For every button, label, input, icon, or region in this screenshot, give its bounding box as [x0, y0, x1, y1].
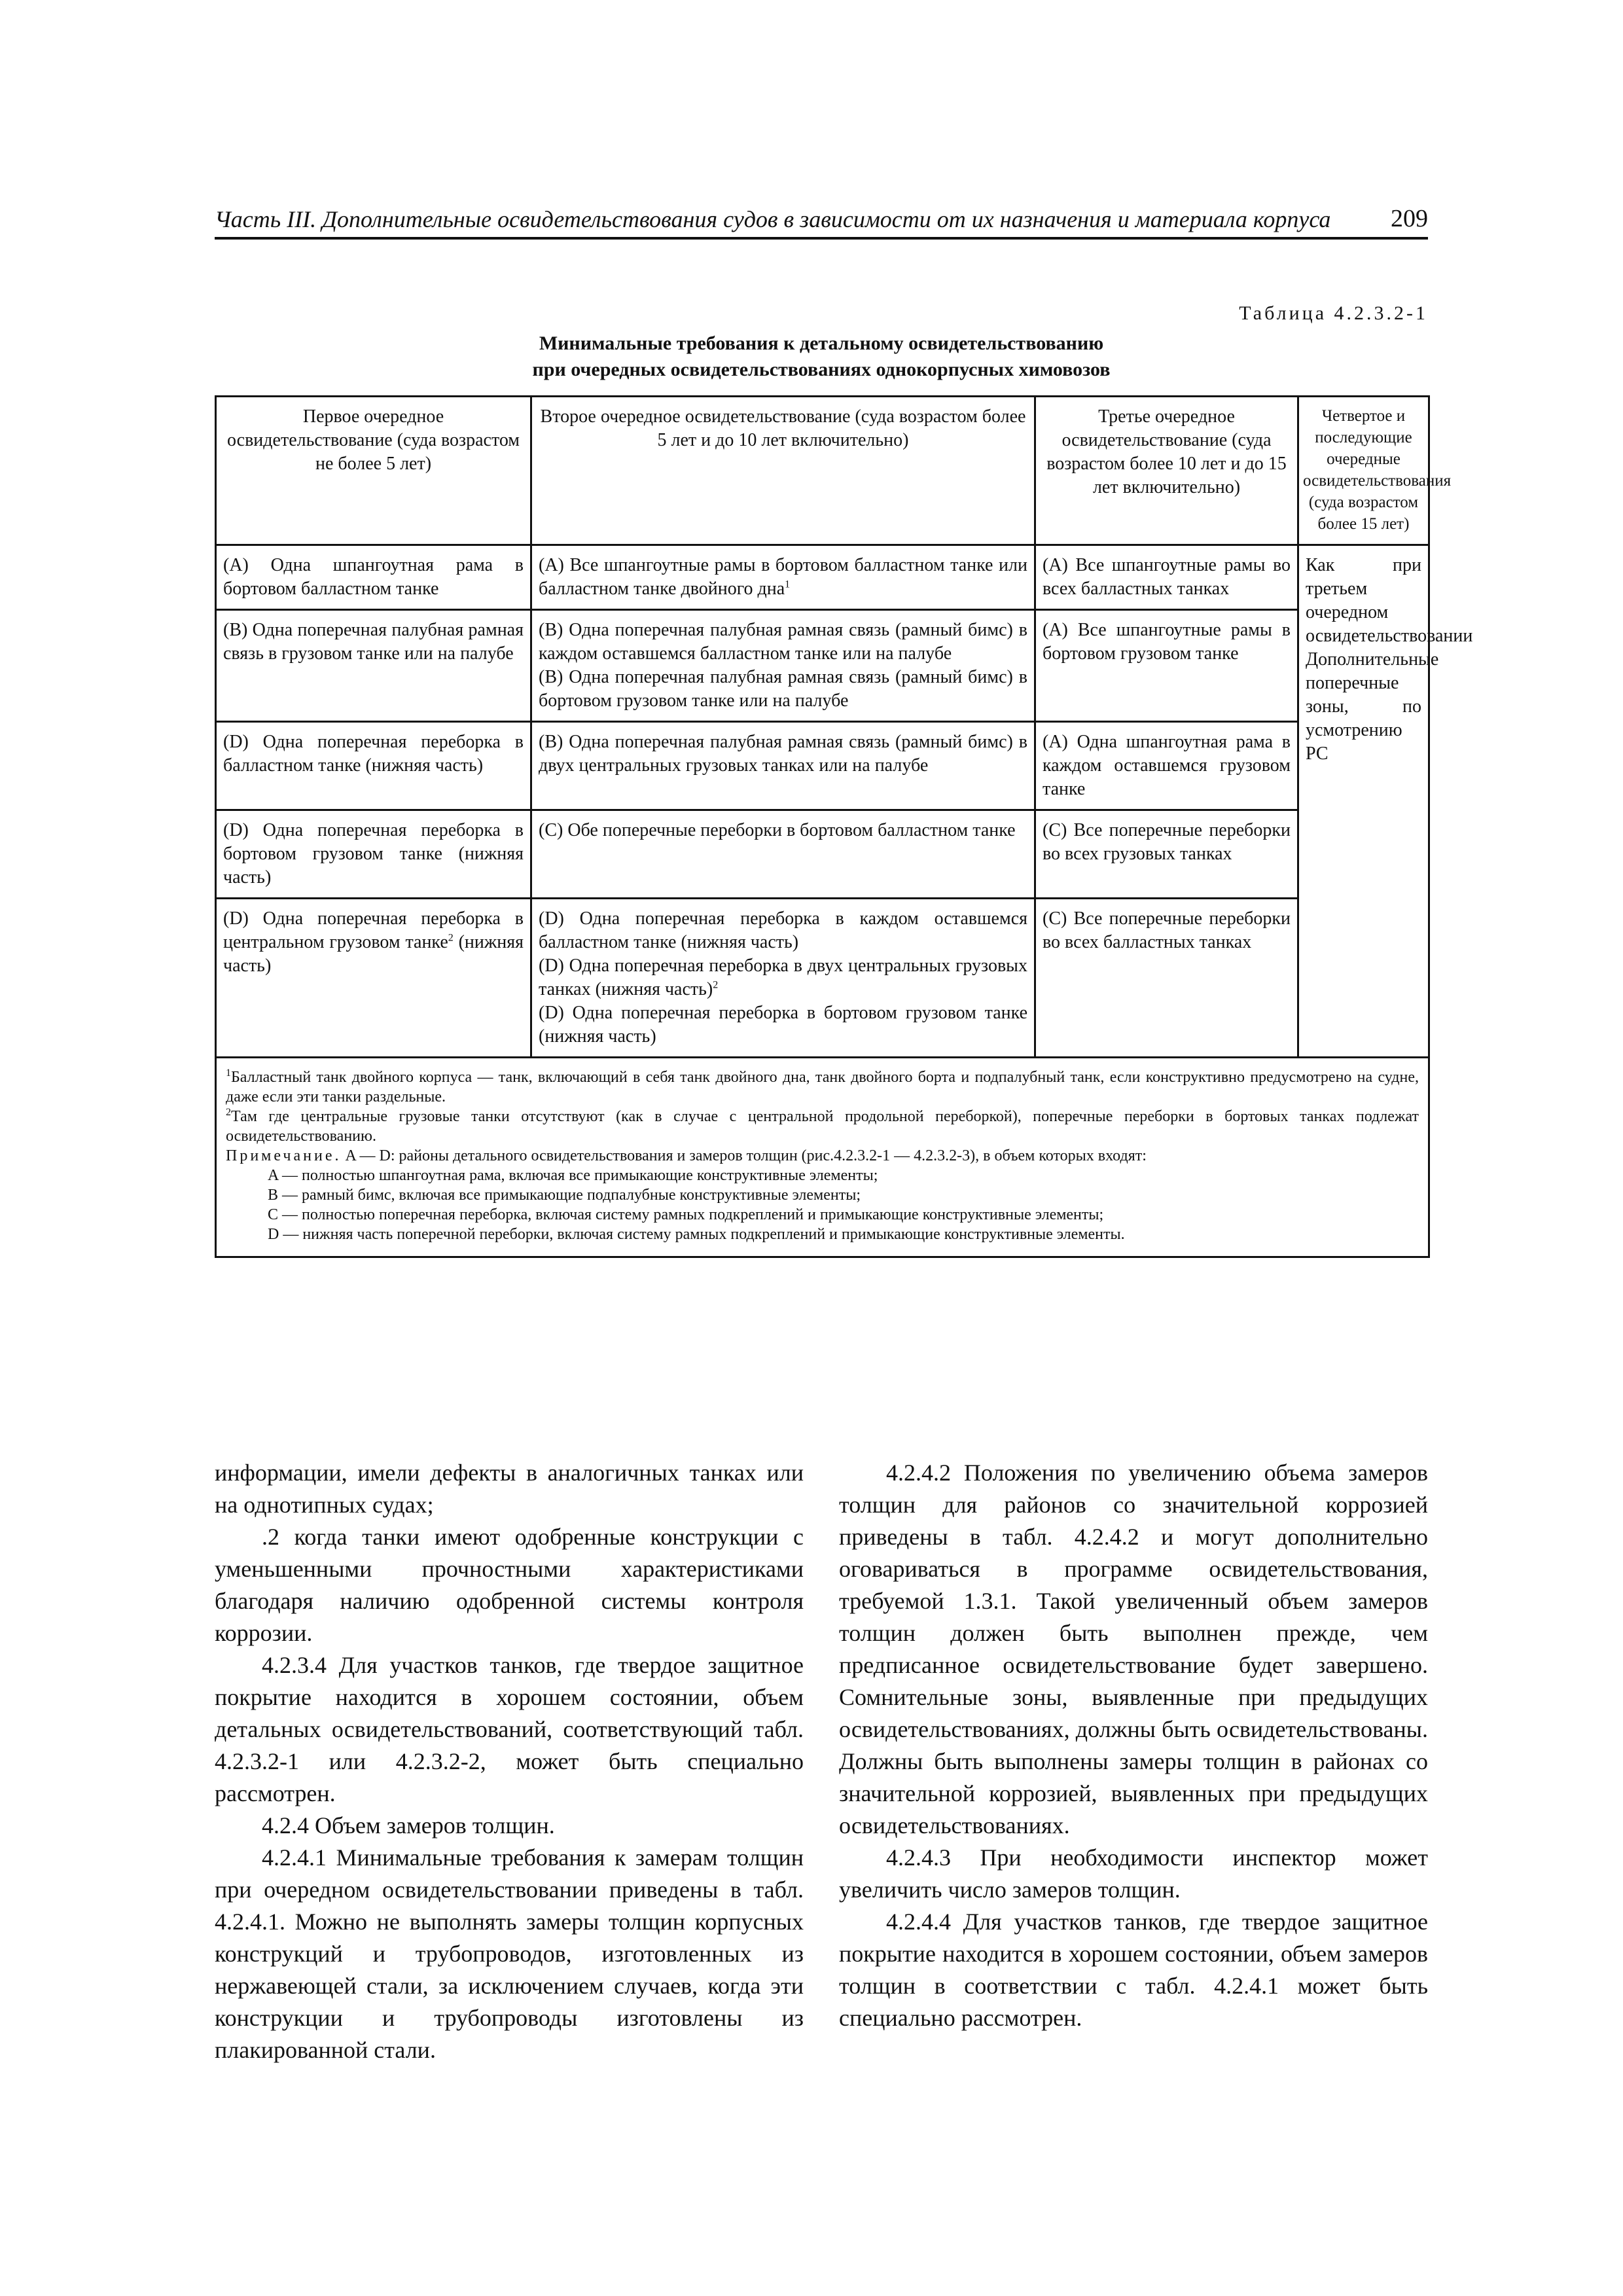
paragraph: информации, имели дефекты в аналогичных танках или на однотипных судах; — [215, 1460, 804, 1518]
footnote-ref: 2 — [448, 932, 454, 944]
running-title: Часть III. Дополнительные освидетельствования судов в зависимости от их назначения и материала корпуса — [215, 206, 1331, 232]
cell-text: (D) Одна поперечная переборка в двух центральных грузовых танках (нижняя часть) — [539, 956, 1027, 999]
cell-text: (A) Все шпангоутные рамы в бортовом балластном танке или балластном танке двойного дна — [539, 555, 1027, 599]
table-cell: (D) Одна поперечная переборка в бортовом грузовом танке (нижняя часть) — [216, 810, 531, 899]
note-item: C — полностью поперечная переборка, включая систему рамных подкреплений и примыкающие конструктивные элементы; — [268, 1206, 1104, 1223]
table-cell — [531, 545, 1035, 610]
table-cell: (C) Все поперечные переборки во всех балластных танках — [1035, 899, 1298, 1058]
table-cell: (B) Одна поперечная палубная рамная связь (рамный бимс) в двух центральных грузовых танках или на палубе — [531, 722, 1035, 810]
paragraph: 4.2.4.2 Положения по увеличению объема замеров толщин для районов со значительной коррозией приведены в табл. 4.2.4.2 и могут дополнительно оговариваться в программе освидетельствования, требуемой 1.3.1. Такой увеличенный объем замеров толщин должен быть выполнен прежде, чем предписанное освидетельствование будет завершено. Сомнительные зоны, выявленные при предыдущих освидетельствованиях, должны быть освидетельствованы. Должны быть выполнены замеры толщин в районах со значительной коррозией, выявленных при предыдущих освидетельствованиях. — [839, 1460, 1428, 1839]
table-cell: (C) Обе поперечные переборки в бортовом балластном танке — [531, 810, 1035, 899]
table-cell: (A) Одна шпангоутная рама в бортовом балластном танке — [216, 545, 531, 610]
cell-paragraph: (D) Одна поперечная переборка в каждом оставшемся балластном танке (нижняя часть) — [539, 908, 1027, 952]
table-cell-merged: Как при третьем очередном освидетельствовании Дополнительные поперечные зоны, по усмотрению РС — [1298, 545, 1429, 1058]
table-cell — [216, 899, 531, 1058]
table-footnotes — [216, 1058, 1429, 1257]
footnote-text: Балластный танк двойного корпуса — танк, включающий в себя танк двойного дна, танк двойного борта и подпалубный танк, если конструктивно предусмотрено на судне, даже если эти танки раздельные. — [226, 1069, 1419, 1105]
cell-text: (нижняя часть) — [223, 932, 524, 976]
footnote — [226, 1107, 1419, 1146]
table-caption-line: при очередных освидетельствованиях однокорпусных химовозов — [532, 359, 1111, 380]
table-id: Таблица 4.2.3.2-1 — [1239, 302, 1428, 324]
footnote-mark: 1 — [226, 1067, 231, 1079]
table-cell — [531, 899, 1035, 1058]
footnote — [226, 1067, 1419, 1107]
paragraph: 4.2.4.1 Минимальные требования к замерам толщин при очередном освидетельствовании приведены в табл. 4.2.4.1. Можно не выполнять замеры толщин корпусных конструкций и трубопроводов, изготовленных из нержавеющей стали, за исключением случаев, когда эти конструкции и трубопроводы изготовлены из плакированной стали. — [215, 1844, 804, 2063]
note-item: B — рамный бимс, включая все примыкающие подпалубные конструктивные элементы; — [268, 1187, 861, 1204]
footnote-ref: 2 — [713, 979, 719, 991]
page-number: 209 — [1391, 205, 1428, 232]
table-row — [216, 722, 1429, 810]
table-row — [216, 610, 1429, 722]
note-text: A — D: районы детального освидетельствования и замеров толщин (рис.4.2.3.2-1 — 4.2.3.2-3), в объем которых входят: — [345, 1147, 1147, 1164]
table-note — [226, 1146, 1419, 1166]
table-cell — [531, 610, 1035, 722]
table-header-row — [216, 397, 1429, 545]
table-cell: (D) Одна поперечная переборка в балластном танке (нижняя часть) — [216, 722, 531, 810]
requirements-table — [215, 395, 1473, 1258]
table-row — [216, 810, 1429, 899]
section-heading: 4.2.4 Объем замеров толщин. — [262, 1812, 555, 1839]
left-text-column — [215, 1457, 804, 2066]
note-item: A — полностью шпангоутная рама, включая все примыкающие конструктивные элементы; — [268, 1167, 878, 1184]
note-label: Примечание. — [226, 1147, 342, 1164]
column-header: Первое очередное освидетельствование (суда возрастом не более 5 лет) — [216, 397, 531, 545]
footnote-text: Там где центральные грузовые танки отсутствуют (как в случае с центральной продольной переборкой), поперечные переборки в бортовых танках подлежат освидетельствованию. — [226, 1108, 1419, 1145]
page-header — [215, 200, 1428, 240]
table-cell: (B) Одна поперечная палубная рамная связь в грузовом танке или на палубе — [216, 610, 531, 722]
cell-paragraph: (B) Одна поперечная палубная рамная связь (рамный бимс) в каждом оставшемся балластном танке или на палубе — [539, 620, 1027, 664]
table-cell: (A) Одна шпангоутная рама в каждом оставшемся грузовом танке — [1035, 722, 1298, 810]
cell-text: (D) Одна поперечная переборка в центральном грузовом танке — [223, 908, 524, 952]
table-cell: (A) Все шпангоутные рамы в бортовом грузовом танке — [1035, 610, 1298, 722]
paragraph: 4.2.4.3 При необходимости инспектор может увеличить число замеров толщин. — [839, 1844, 1428, 1903]
note-item: D — нижняя часть поперечной переборки, включая систему рамных подкреплений и примыкающие конструктивные элементы. — [268, 1226, 1125, 1243]
table-cell: (C) Все поперечные переборки во всех грузовых танках — [1035, 810, 1298, 899]
table-row — [216, 545, 1429, 610]
table-caption — [215, 331, 1428, 383]
footnote-ref: 1 — [785, 579, 791, 590]
table-caption-line: Минимальные требования к детальному освидетельствованию — [539, 332, 1104, 354]
table-footnotes-row — [216, 1058, 1429, 1257]
column-header: Четвертое и последующие очередные освидетельствования (суда возрастом более 15 лет) — [1298, 397, 1429, 545]
table-cell: (A) Все шпангоутные рамы во всех балластных танках — [1035, 545, 1298, 610]
cell-paragraph: (D) Одна поперечная переборка в бортовом грузовом танке (нижняя часть) — [539, 1003, 1027, 1047]
column-header: Второе очередное освидетельствование (суда возрастом более 5 лет и до 10 лет включительно) — [531, 397, 1035, 545]
paragraph: 4.2.3.4 Для участков танков, где твердое защитное покрытие находится в хорошем состоянии, объем детальных освидетельствований, соответствующий табл. 4.2.3.2-1 или 4.2.3.2-2, может быть специально рассмотрен. — [215, 1652, 804, 1806]
table-row — [216, 899, 1429, 1058]
paragraph: .2 когда танки имеют одобренные конструкции с уменьшенными прочностными характеристиками благодаря наличию одобренной системы контроля коррозии. — [215, 1524, 804, 1646]
paragraph: 4.2.4.4 Для участков танков, где твердое защитное покрытие находится в хорошем состоянии, объем замеров толщин в соответствии с табл. 4.2.4.1 может быть специально рассмотрен. — [839, 1909, 1428, 2031]
right-text-column — [839, 1457, 1428, 2034]
footnote-mark: 2 — [226, 1107, 231, 1118]
cell-paragraph — [539, 954, 1027, 1001]
column-header: Третье очередное освидетельствование (суда возрастом более 10 лет и до 15 лет включительно) — [1035, 397, 1298, 545]
cell-paragraph: (B) Одна поперечная палубная рамная связь (рамный бимс) в бортовом грузовом танке или на палубе — [539, 667, 1027, 711]
